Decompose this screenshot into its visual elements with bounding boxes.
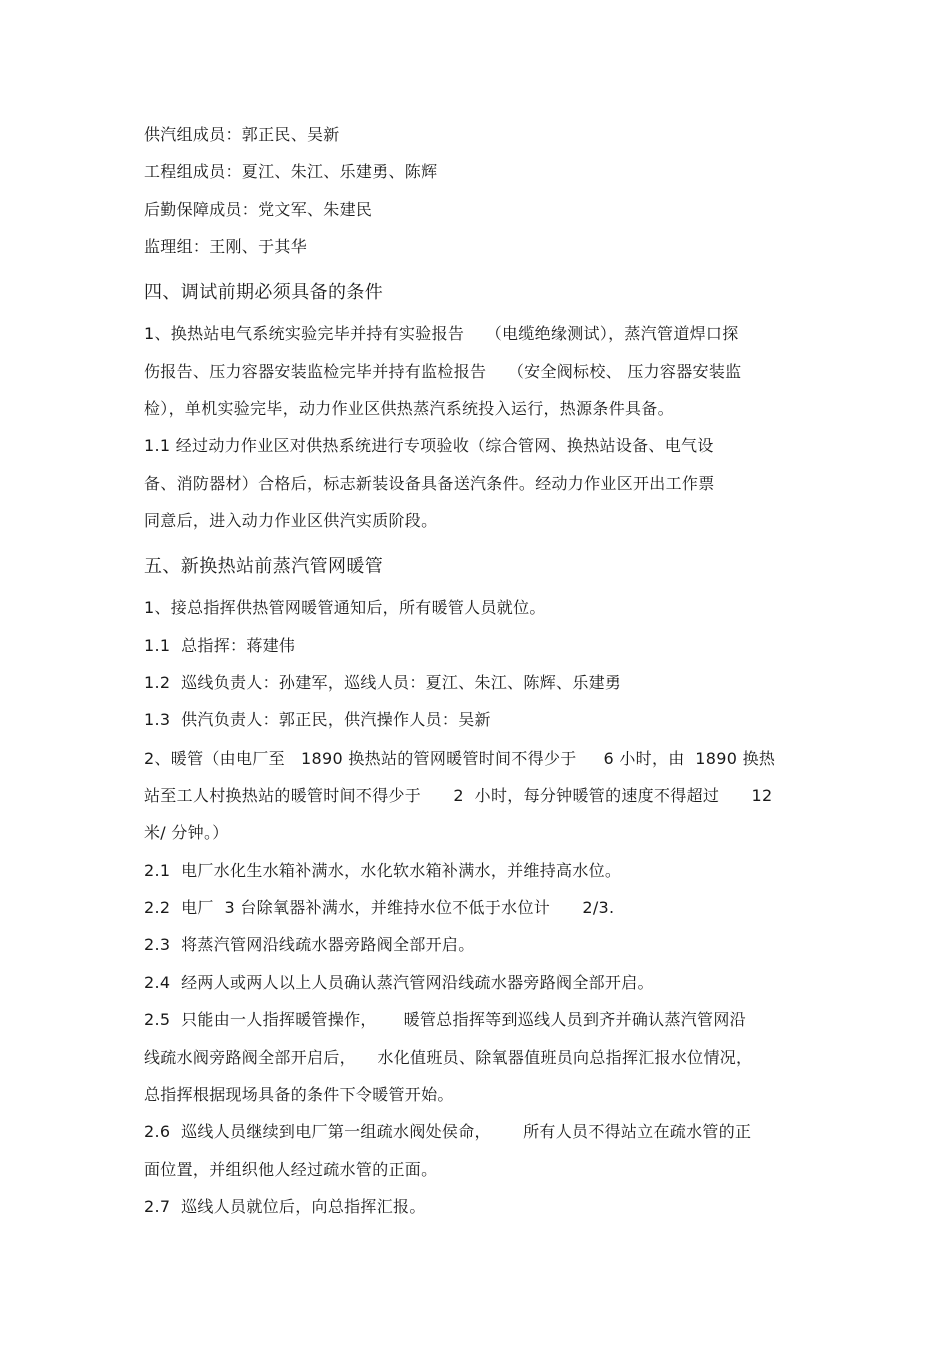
section-5-heading: 五、新换热站前蒸汽管网暖管 xyxy=(144,556,384,577)
section-5-item-2-6-line-1: 2.6 巡线人员继续到电厂第一组疏水阀处侯命， 所有人员不得站立在疏水管的正 xyxy=(144,1122,752,1141)
section-4-item-1-1-line-3: 同意后，进入动力作业区供汽实质阶段。 xyxy=(144,511,438,530)
section-4-item-1-1-line-1: 1.1 经过动力作业区对供热系统进行专项验收（综合管网、换热站设备、电气设 xyxy=(144,436,714,455)
section-4-item-1-line-3: 检），单机实验完毕，动力作业区供热蒸汽系统投入运行，热源条件具备。 xyxy=(144,399,674,418)
section-5-item-2-7: 2.7 巡线人员就位后，向总指挥汇报。 xyxy=(144,1197,426,1216)
member-line-logistics: 后勤保障成员：党文军、朱建民 xyxy=(144,200,373,219)
section-5-item-1: 1、接总指挥供热管网暖管通知后，所有暖管人员就位。 xyxy=(144,598,546,617)
section-4-item-1-line-2: 伤报告、压力容器安装监检完毕并持有监检报告 （安全阀标校、 压力容器安装监 xyxy=(144,362,742,381)
section-5-item-2-2: 2.2 电厂 3 台除氧器补满水，并维持水位不低于水位计 2/3. xyxy=(144,898,615,917)
member-line-engineering: 工程组成员：夏江、朱江、乐建勇、陈辉 xyxy=(144,162,438,181)
section-5-item-2-5-line-2: 线疏水阀旁路阀全部开启后， 水化值班员、除氧器值班员向总指挥汇报水位情况， xyxy=(144,1048,753,1067)
section-5-item-2-1: 2.1 电厂水化生水箱补满水，水化软水箱补满水，并维持高水位。 xyxy=(144,861,622,880)
section-4-heading: 四、调试前期必须具备的条件 xyxy=(144,282,384,303)
section-4-item-1-line-1: 1、换热站电气系统实验完毕并持有实验报告 （电缆绝缘测试），蒸汽管道焊口探 xyxy=(144,324,739,343)
section-5-item-2-5-line-3: 总指挥根据现场具备的条件下令暖管开始。 xyxy=(144,1085,454,1104)
section-5-item-1-3: 1.3 供汽负责人：郭正民，供汽操作人员：吴新 xyxy=(144,710,491,729)
member-line-supervision: 监理组：王刚、于其华 xyxy=(144,237,308,256)
section-5-item-2-4: 2.4 经两人或两人以上人员确认蒸汽管网沿线疏水器旁路阀全部开启。 xyxy=(144,973,654,992)
member-line-supply: 供汽组成员：郭正民、吴新 xyxy=(144,125,340,144)
section-5-item-2-line-2: 站至工人村换热站的暖管时间不得少于 2 小时，每分钟暖管的速度不得超过 12 xyxy=(144,786,773,805)
section-4-item-1-1-line-2: 备、消防器材）合格后，标志新装设备具备送汽条件。经动力作业区开出工作票 xyxy=(144,474,715,493)
section-5-item-1-1: 1.1 总指挥：蒋建伟 xyxy=(144,636,296,655)
section-5-item-2-line-1: 2、暖管（由电厂至 1890 换热站的管网暖管时间不得少于 6 小时，由 1890 换热 xyxy=(144,749,776,768)
section-5-item-2-5-line-1: 2.5 只能由一人指挥暖管操作， 暖管总指挥等到巡线人员到齐并确认蒸汽管网沿 xyxy=(144,1010,746,1029)
section-5-item-2-line-3: 米/ 分钟。） xyxy=(144,823,229,842)
section-5-item-2-6-line-2: 面位置，并组织他人经过疏水管的正面。 xyxy=(144,1160,438,1179)
section-5-item-1-2: 1.2 巡线负责人：孙建军，巡线人员：夏江、朱江、陈辉、乐建勇 xyxy=(144,673,622,692)
section-5-item-2-3: 2.3 将蒸汽管网沿线疏水器旁路阀全部开启。 xyxy=(144,935,475,954)
